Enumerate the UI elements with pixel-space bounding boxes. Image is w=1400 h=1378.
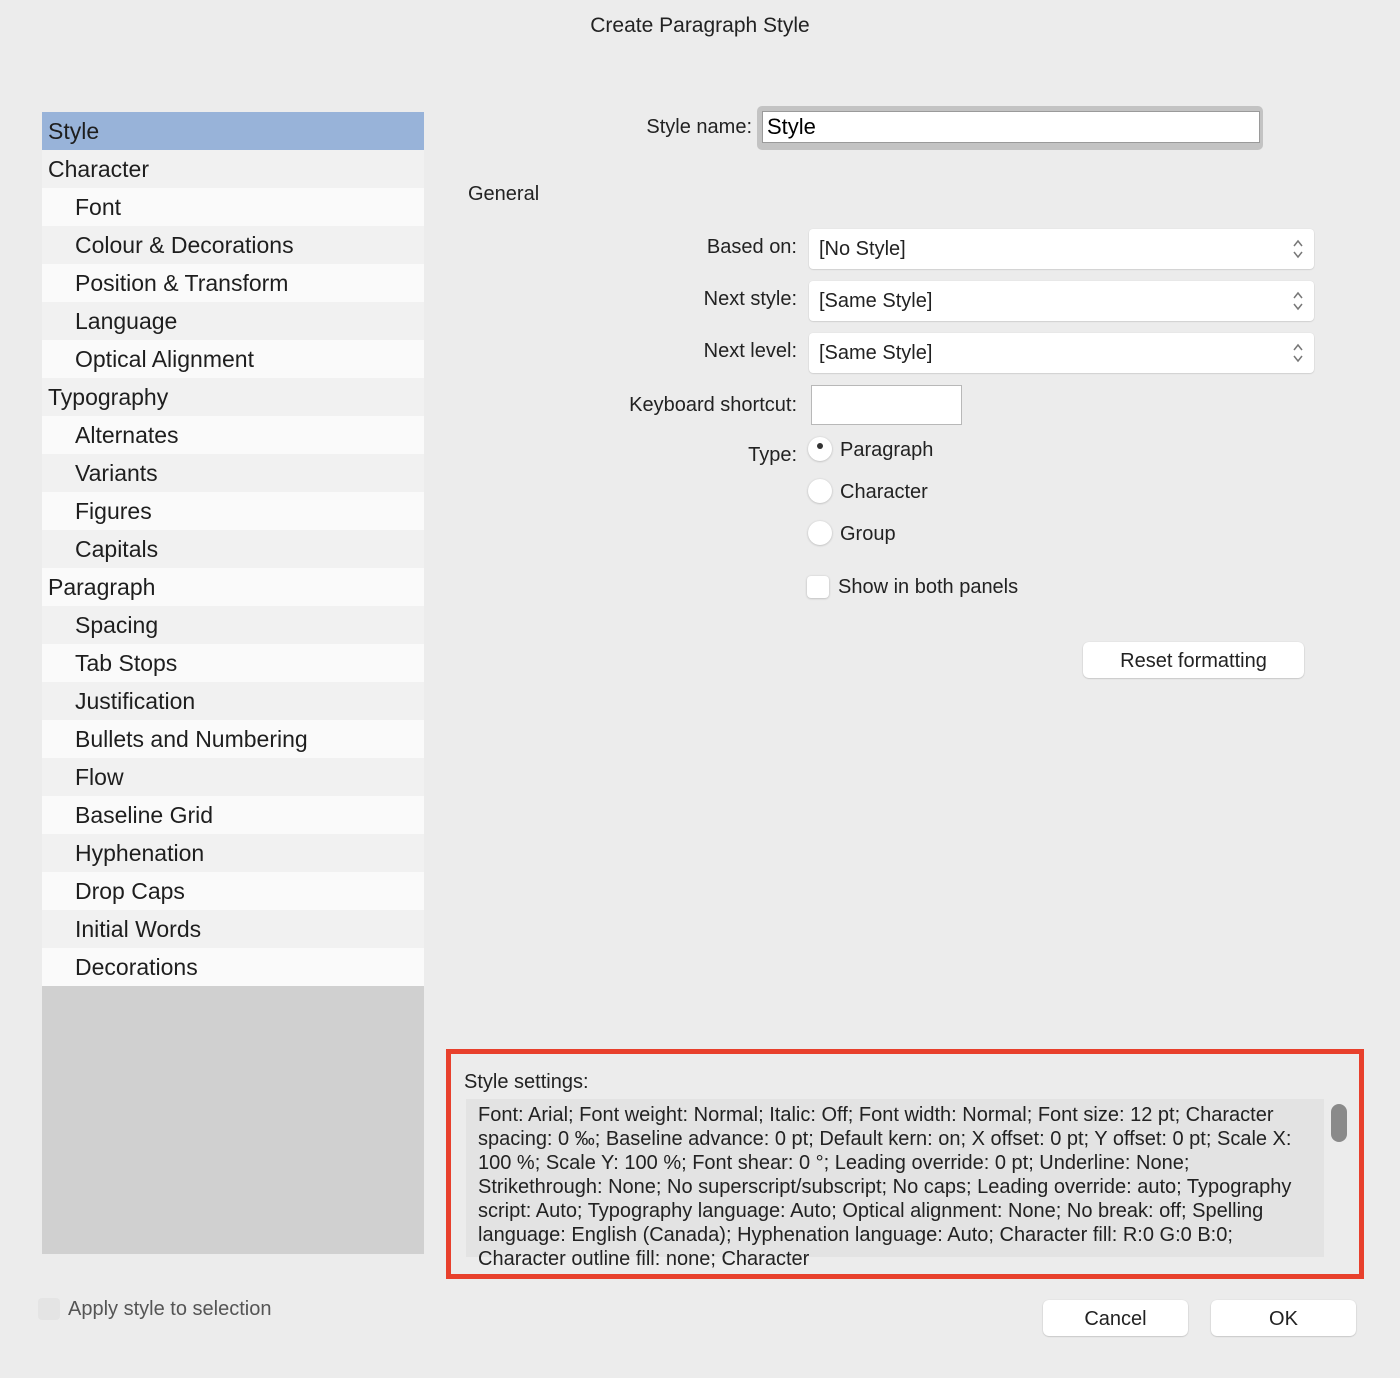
sidebar-item-baseline-grid[interactable]: Baseline Grid bbox=[42, 796, 424, 834]
sidebar-item-justification[interactable]: Justification bbox=[42, 682, 424, 720]
dialog-title: Create Paragraph Style bbox=[590, 14, 810, 37]
style-settings-scrollbar[interactable] bbox=[1331, 1104, 1347, 1142]
show-in-both-panels-checkbox[interactable] bbox=[807, 576, 829, 598]
sidebar-item-character[interactable]: Character bbox=[42, 150, 424, 188]
next-style-value: [Same Style] bbox=[819, 290, 933, 312]
sidebar-item-hyphenation[interactable]: Hyphenation bbox=[42, 834, 424, 872]
sidebar-list bbox=[42, 112, 424, 986]
based-on-select[interactable] bbox=[809, 229, 1314, 269]
apply-style-to-selection-label[interactable]: Apply style to selection bbox=[68, 1298, 272, 1320]
show-in-both-panels-label[interactable]: Show in both panels bbox=[838, 576, 1019, 598]
style-settings-text[interactable]: Font: Arial; Font weight: Normal; Italic: Off; Font width: Normal; Font size: 12 pt; Character spacing: 0 ‰; Baseline advance: 0 pt; Default kern: on; X offset: 0 pt; Y offset: 0 pt; Scale X: 100 %; Scale Y: 100 %; Font shear: 0 °; Leading override: 0 pt; Underline: None; Strikethrough: None; No superscript/subscript; No caps; Leading override: auto; Typography script: Auto; Typography language: Auto; Optical alignment: None; No break: off; Spelling language: English (Canada); Hyphenation language: Auto; Character fill: R:0 G:0 B:0; Character outline fill: none; Character bbox=[466, 1099, 1324, 1257]
sidebar-item-capitals[interactable]: Capitals bbox=[42, 530, 424, 568]
sidebar-item-drop-caps[interactable]: Drop Caps bbox=[42, 872, 424, 910]
sidebar-item-typography[interactable]: Typography bbox=[42, 378, 424, 416]
next-style-select[interactable] bbox=[809, 281, 1314, 321]
sidebar-item-font[interactable]: Font bbox=[42, 188, 424, 226]
general-heading: General bbox=[468, 183, 540, 205]
next-level-label: Next level: bbox=[703, 340, 797, 362]
updown-chevron-icon bbox=[1292, 340, 1304, 366]
type-character-radio[interactable] bbox=[808, 479, 832, 503]
next-level-select[interactable] bbox=[809, 333, 1314, 373]
sidebar-item-variants[interactable]: Variants bbox=[42, 454, 424, 492]
next-style-label: Next style: bbox=[703, 288, 797, 310]
type-label: Type: bbox=[748, 444, 797, 466]
type-paragraph-label[interactable]: Paragraph bbox=[840, 439, 934, 461]
style-name-input[interactable] bbox=[762, 111, 1260, 143]
style-name-focus-ring bbox=[757, 106, 1263, 150]
sidebar-item-colour-decorations[interactable]: Colour & Decorations bbox=[42, 226, 424, 264]
based-on-label: Based on: bbox=[706, 236, 797, 258]
sidebar-item-language[interactable]: Language bbox=[42, 302, 424, 340]
keyboard-shortcut-label: Keyboard shortcut: bbox=[629, 394, 797, 416]
style-settings-label: Style settings: bbox=[464, 1071, 589, 1093]
updown-chevron-icon bbox=[1292, 236, 1304, 262]
based-on-value: [No Style] bbox=[819, 238, 906, 260]
style-settings-panel bbox=[446, 1049, 1364, 1279]
keyboard-shortcut-field[interactable] bbox=[811, 385, 962, 425]
type-paragraph-radio[interactable] bbox=[808, 437, 832, 461]
reset-formatting-button[interactable]: Reset formatting bbox=[1083, 642, 1304, 678]
type-group-label[interactable]: Group bbox=[840, 523, 896, 545]
updown-chevron-icon bbox=[1292, 288, 1304, 314]
sidebar-item-spacing[interactable]: Spacing bbox=[42, 606, 424, 644]
sidebar-item-decorations[interactable]: Decorations bbox=[42, 948, 424, 986]
sidebar-item-style[interactable]: Style bbox=[42, 112, 424, 150]
sidebar-item-tab-stops[interactable]: Tab Stops bbox=[42, 644, 424, 682]
sidebar-item-initial-words[interactable]: Initial Words bbox=[42, 910, 424, 948]
apply-style-to-selection-checkbox[interactable] bbox=[38, 1298, 60, 1320]
sidebar-item-optical-alignment[interactable]: Optical Alignment bbox=[42, 340, 424, 378]
type-group-radio[interactable] bbox=[808, 521, 832, 545]
next-level-value: [Same Style] bbox=[819, 342, 933, 364]
sidebar-item-bullets-and-numbering[interactable]: Bullets and Numbering bbox=[42, 720, 424, 758]
ok-button[interactable]: OK bbox=[1211, 1300, 1356, 1336]
sidebar-item-flow[interactable]: Flow bbox=[42, 758, 424, 796]
sidebar-item-alternates[interactable]: Alternates bbox=[42, 416, 424, 454]
style-name-label: Style name: bbox=[646, 116, 752, 138]
sidebar bbox=[42, 112, 424, 1254]
cancel-button[interactable]: Cancel bbox=[1043, 1300, 1188, 1336]
sidebar-item-position-transform[interactable]: Position & Transform bbox=[42, 264, 424, 302]
sidebar-item-figures[interactable]: Figures bbox=[42, 492, 424, 530]
sidebar-item-paragraph[interactable]: Paragraph bbox=[42, 568, 424, 606]
type-character-label[interactable]: Character bbox=[840, 481, 928, 503]
